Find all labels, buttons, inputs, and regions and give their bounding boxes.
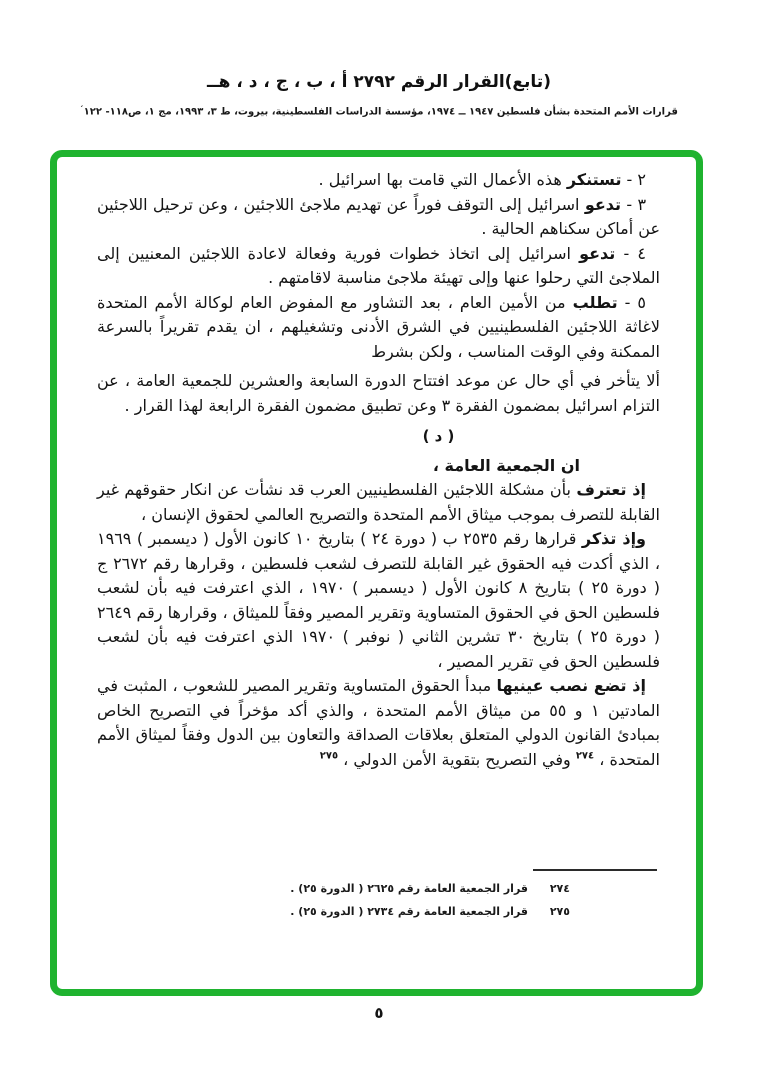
- footnote-number: ٢٧٥: [549, 905, 570, 918]
- paragraph-lead: إذ تعترف: [576, 480, 646, 499]
- paragraph-number: ٢ -: [626, 170, 646, 189]
- footnote-separator-line: [533, 869, 657, 871]
- source-citation-text: قرارات الأمم المتحدة بشأن فلسطين ١٩٤٧ ــ ١٩٧٤، مؤسسة الدراسات الفلسطينية، بيروت، ط ٣، ١٩٩٣، مج ١، ص١١٨- ١٢٢: [83, 106, 678, 118]
- footnote-text: قرار الجمعية العامة رقم ٢٦٢٥ ( الدورة ٢٥) .: [290, 882, 528, 895]
- paragraph-text: مبدأ الحقوق المتساوية وتقرير المصير للشعوب ، المثبت في المادتين ١ و ٥٥ من ميثاق الأمم المتحدة ، والذي أكد مؤخراً في التصريح الخاص بمبادئ القانون الدولي المتعلق بعلاقات الصداقة والتعاون بين الدول وفقاً لميثاق الأمم المتحدة ،: [97, 676, 660, 769]
- preamble-paragraph-recognizing: [97, 478, 660, 527]
- operative-paragraph-2: [97, 168, 660, 193]
- paragraph-lead: تدعو: [584, 194, 622, 214]
- page-number: ٥: [374, 1004, 384, 1022]
- footnote-reference-275: ٢٧٥: [319, 750, 339, 762]
- paragraph-lead: وإذ تذكر: [581, 529, 647, 548]
- footnotes-block: [290, 877, 570, 923]
- paragraph-lead: تدعو: [579, 243, 616, 263]
- section-heading-d: ( د ): [422, 427, 455, 445]
- footnote-reference-274: ٢٧٤: [575, 750, 595, 762]
- preamble-paragraph-bearing-in-mind: [97, 674, 660, 772]
- paragraph-number: ٣ -: [626, 194, 647, 214]
- paragraph-text: قرارها رقم ٢٥٣٥ ب ( دورة ٢٤ ) بتاريخ ١٠ كانون الأول ( ديسمبر ) ١٩٦٩ ، الذي أكدت فيه الحقوق غير القابلة للتصرف لشعب فلسطين ، وقرارها رقم ٢٦٧٢ ج ( دورة ٢٥ ) بتاريخ ٨ كانون الأول ( ديسمبر ) ١٩٧٠ ، الذي اعترفت فيه بأن لشعب فلسطين الحق في الحقوق المتساوية وتقرير المصير وفقاً للميثاق ، وقرارها رقم ٢٦٤٩ ( دورة ٢٥ ) بتاريخ ٣٠ تشرين الثاني ( نوفبر ) ١٩٧٠ الذي اعترفت فيه بأن لشعب فلسطين الحق في تقرير المصير ،: [97, 529, 661, 671]
- paragraph-text: بأن مشكلة اللاجئين الفلسطينيين العرب قد نشأت عن انكار حقوقهم غير القابلة للتصرف بموجب ميثاق الأمم المتحدة والتصريح العالمي لحقوق الإنسان ،: [97, 480, 660, 524]
- paragraph-text: وفي التصريح بتقوية الأمن الدولي ،: [343, 749, 571, 769]
- operative-paragraph-4: [97, 242, 660, 291]
- paragraph-lead: تطلب: [572, 292, 618, 312]
- paragraph-lead: تستنكر: [566, 170, 622, 189]
- preamble-paragraph-recalling: [97, 527, 660, 674]
- general-assembly-line: ان الجمعية العامة ،: [432, 455, 580, 475]
- page-header: [0, 72, 758, 117]
- footnote-text: قرار الجمعية العامة رقم ٢٧٣٤ ( الدورة ٢٥) .: [290, 905, 528, 918]
- resolution-body: [97, 168, 660, 772]
- source-citation: [0, 103, 758, 117]
- resolution-title: (تابع)القرار الرقم ٢٧٩٢ أ ، ب ، ج ، د ، هــ: [207, 72, 551, 92]
- footnote-number: ٢٧٤: [549, 882, 570, 895]
- paragraph-number: ٥ -: [624, 292, 646, 312]
- footnote-item: [290, 877, 570, 900]
- operative-paragraph-5-continuation: [97, 369, 660, 418]
- paragraph-text: هذه الأعمال التي قامت بها اسرائيل .: [318, 170, 562, 189]
- paragraph-text: ألا يتأخر في أي حال عن موعد افتتاح الدورة السابعة والعشرين للجمعية العامة ، عن التزام اسرائيل بمضمون الفقرة ٣ وعن تطبيق مضمون الفقرة الرابعة لهذا القرار .: [97, 371, 660, 415]
- operative-paragraph-5: [97, 291, 660, 365]
- footnote-item: [290, 900, 570, 923]
- resolution-border-box: [50, 150, 703, 996]
- paragraph-lead: إذ تضع نصب عينيها: [496, 676, 646, 695]
- paragraph-text: اسرائيل إلى اتخاذ خطوات فورية وفعالة لاعادة اللاجئين المعنيين إلى الملاجئ التي رحلوا عنها وإلى تهيئة ملاجئ مناسبة لاقامتهم .: [97, 243, 660, 287]
- source-reference-mark: ׳: [80, 103, 84, 112]
- paragraph-text: من الأمين العام ، بعد التشاور مع المفوض العام لوكالة الأمم المتحدة لاغاثة اللاجئين الفلسطينيين في الشرق الأدنى وتشغيلهم ، ان يقدم تقريراً بالسرعة الممكنة وفي الوقت المناسب ، ولكن بشرط: [97, 292, 660, 361]
- operative-paragraph-3: [97, 193, 660, 242]
- paragraph-number: ٤ -: [623, 243, 646, 263]
- paragraph-text: اسرائيل إلى التوقف فوراً عن تهديم ملاجئ اللاجئين ، وعن ترحيل اللاجئين عن أماكن سكناهم الحالية .: [97, 194, 660, 238]
